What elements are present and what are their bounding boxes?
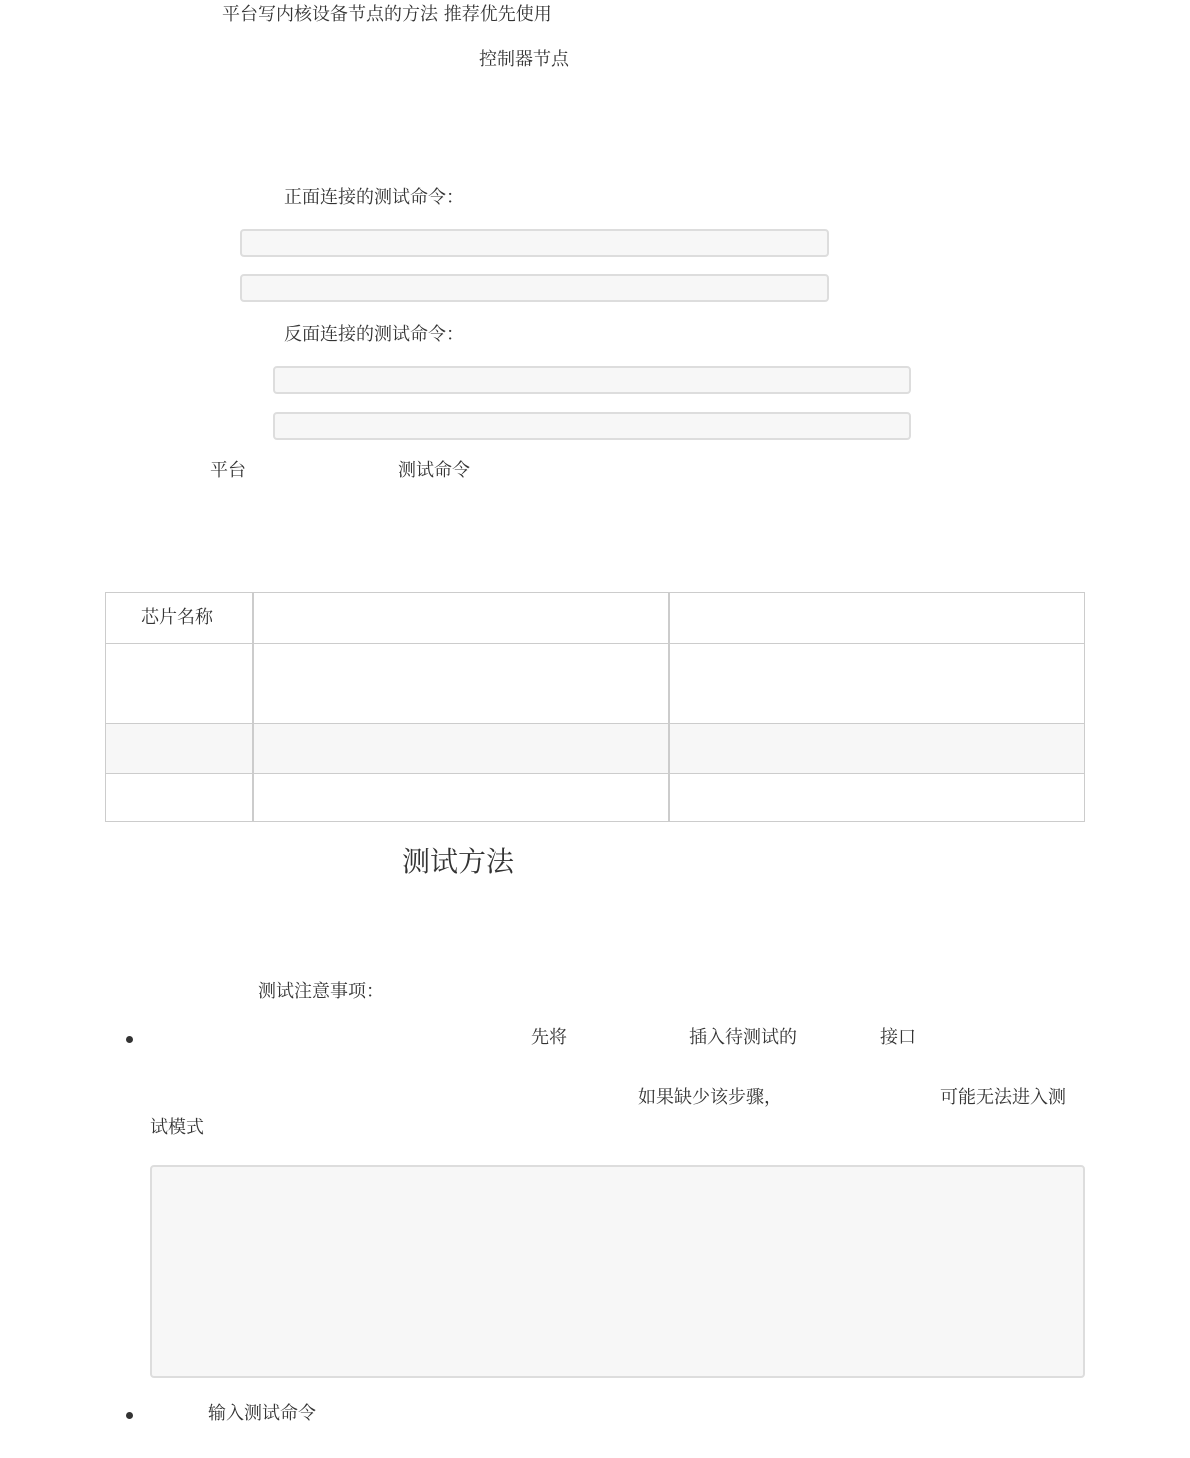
intro-line-1: 平台写内核设备节点的方法 推荐优先使用 <box>222 4 552 25</box>
back-command-box-2 <box>273 412 911 440</box>
front-command-box-2 <box>240 274 829 302</box>
bullet-dot <box>126 1036 133 1043</box>
bullet-1-text-5: 可能无法进入测 <box>940 1087 1066 1108</box>
bullet-1-text-3: 接口 <box>880 1027 916 1048</box>
intro-line-2: 控制器节点 <box>479 49 569 70</box>
code-block <box>150 1165 1085 1378</box>
table-column-divider <box>252 593 254 821</box>
section-title: 测试方法 <box>402 845 515 878</box>
bullet-dot <box>126 1412 133 1419</box>
chip-name-header: 芯片名称 <box>141 607 213 628</box>
front-command-box-1 <box>240 229 829 257</box>
bullet-1-text-2: 插入待测试的 <box>689 1027 797 1048</box>
back-command-box-1 <box>273 366 911 394</box>
bullet-1-text-4: 如果缺少该步骤， <box>638 1087 782 1108</box>
front-test-label: 正面连接的测试命令： <box>284 187 464 208</box>
back-test-label: 反面连接的测试命令： <box>284 324 464 345</box>
table-column-divider <box>668 593 670 821</box>
platform-command-label: 测试命令 <box>398 460 470 481</box>
bullet-2-text: 输入测试命令 <box>208 1403 316 1424</box>
bullet-1-text-1: 先将 <box>531 1027 567 1048</box>
chip-table <box>105 592 1085 822</box>
bullet-1-text-6: 试模式 <box>150 1117 204 1138</box>
platform-label: 平台 <box>210 460 246 481</box>
notes-label: 测试注意事项： <box>258 981 384 1002</box>
